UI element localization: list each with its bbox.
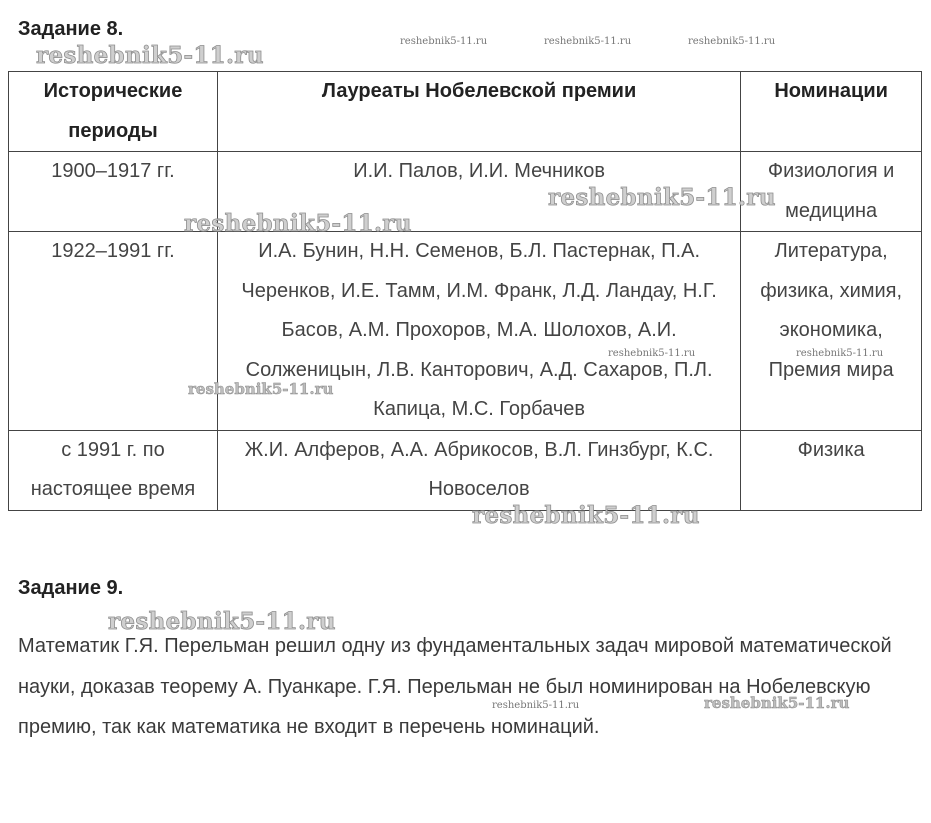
period-cell: 1900–1917 гг.: [9, 152, 218, 232]
table-row: [9, 152, 922, 232]
nobel-table: [8, 71, 922, 511]
watermark: reshebnik5-11.ru: [400, 36, 488, 47]
watermark: reshebnik5-11.ru: [108, 608, 336, 635]
task-9-answer: Математик Г.Я. Перельман решил одну из фундаментальных задач мировой математической науки, доказав теорему А. Пуанкаре. Г.Я. Перельман не был номинирован на Нобелевскую премию, так как математика не входит в перечень номинаций.: [18, 635, 892, 738]
watermark: reshebnik5-11.ru: [688, 36, 776, 47]
watermark: reshebnik5-11.ru: [188, 380, 334, 398]
table-row: [9, 232, 922, 431]
watermark: reshebnik5-11.ru: [492, 700, 580, 711]
period-cell: с 1991 г. по настоящее время: [9, 430, 218, 510]
task-8-title: Задание 8.: [18, 18, 124, 40]
nominations-cell: Физика: [741, 430, 922, 510]
watermark: reshebnik5-11.ru: [548, 184, 776, 211]
laureates-cell: И.И. Палов, И.И. Мечников: [217, 152, 740, 232]
header-nominations: Номинации: [741, 72, 922, 152]
watermark: reshebnik5-11.ru: [184, 210, 412, 237]
period-cell: 1922–1991 гг.: [9, 232, 218, 431]
watermark: reshebnik5-11.ru: [544, 36, 632, 47]
watermark: reshebnik5-11.ru: [608, 348, 696, 359]
task-9-title: Задание 9.: [18, 577, 124, 599]
header-laureates: Лауреаты Нобелевской премии: [217, 72, 740, 152]
laureates-cell: Ж.И. Алферов, А.А. Абрикосов, В.Л. Гинзбург, К.С. Новоселов: [217, 430, 740, 510]
table-row: [9, 430, 922, 510]
laureates-cell: И.А. Бунин, Н.Н. Семенов, Б.Л. Пастернак, П.А. Черенков, И.Е. Тамм, И.М. Франк, Л.Д. Ландау, Н.Г. Басов, А.М. Прохоров, М.А. Шолохов, А.И. Солженицын, Л.В. Канторович, А.Д. Сахаров, П.Л. Капица, М.С. Горбачев: [217, 232, 740, 431]
watermark: reshebnik5-11.ru: [704, 694, 850, 712]
table-header-row: [9, 72, 922, 152]
nominations-cell: Физиология и медицина: [741, 152, 922, 232]
watermark: reshebnik5-11.ru: [472, 502, 700, 529]
watermark: reshebnik5-11.ru: [796, 348, 884, 359]
watermark: reshebnik5-11.ru: [36, 42, 264, 69]
nominations-cell: Литература, физика, химия, экономика, Премия мира: [741, 232, 922, 431]
header-periods: Исторические периоды: [9, 72, 218, 152]
